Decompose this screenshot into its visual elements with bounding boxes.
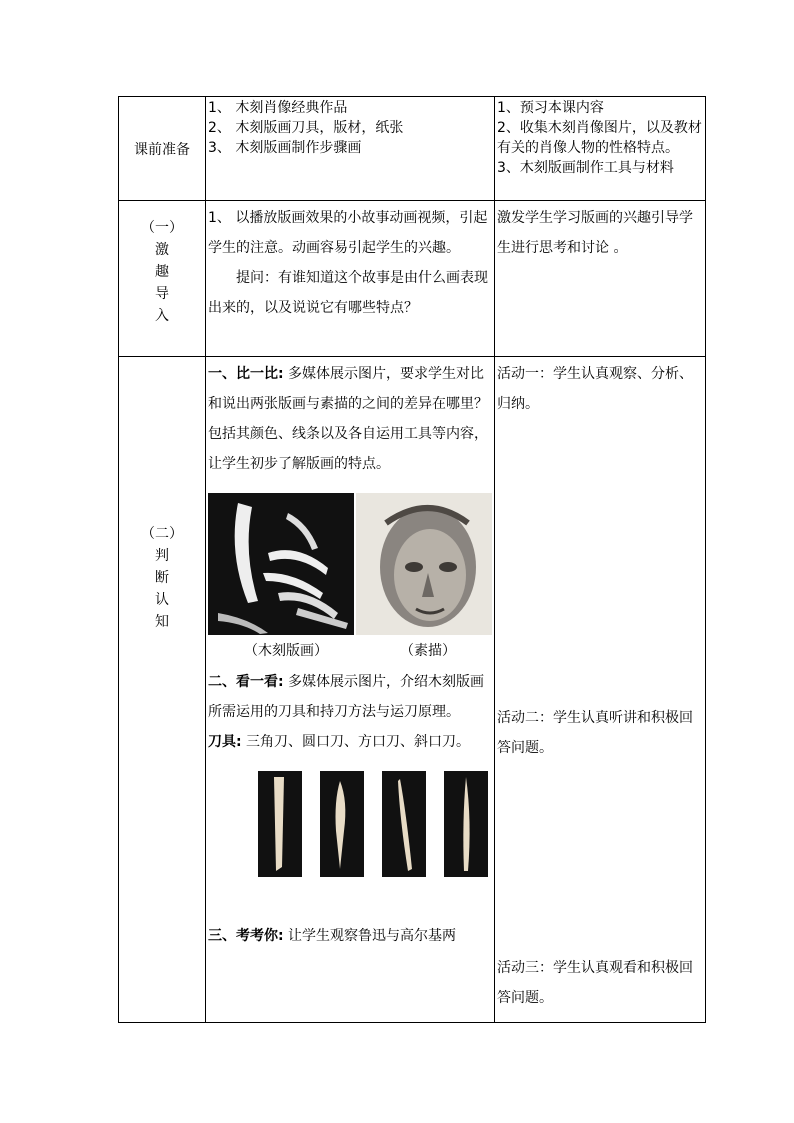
section2-row [119, 357, 706, 1023]
section2-teacher-cell [206, 357, 495, 1023]
section2-student-cell [495, 357, 706, 1023]
sketch-portrait-image [356, 493, 492, 635]
section1-student-cell: 激发学生学习版画的兴趣引导学生进行思考和讨论 。 [495, 201, 706, 357]
activity-1: 活动一：学生认真观察、分析、归纳。 [497, 366, 693, 412]
part3-paragraph: 三、考考你: 让学生观察鲁迅与高尔基两 [208, 928, 457, 944]
section1-teacher-cell [206, 201, 495, 357]
activity-3: 活动三：学生认真观看和积极回答问题。 [497, 960, 693, 1006]
prep-row [119, 97, 706, 201]
triangle-knife-image [258, 771, 302, 877]
comparison-images [208, 493, 492, 635]
section1-teacher-p1: 1、 以播放版画效果的小故事动画视频，引起学生的注意。动画容易引起学生的兴趣。 [208, 210, 488, 256]
section1-label: （一） 激 趣 导 入 [119, 201, 206, 357]
carving-tools-images [208, 771, 492, 877]
caption-woodcut: （木刻版画） [244, 643, 328, 659]
prep-teacher-item: 1、 木刻肖像经典作品 [208, 100, 348, 116]
section1-row [119, 201, 706, 357]
part1-paragraph: 一、比一比: 多媒体展示图片，要求学生对比和说出两张版画与素描的之间的差异在哪里？包括其颜色、线条以及各自运用工具等内容，让学生初步了解版画的特点。 [208, 366, 488, 472]
prep-student-cell [495, 97, 706, 201]
image-captions [208, 635, 492, 667]
part2-paragraph: 二、看一看: 多媒体展示图片，介绍木刻版画所需运用的刀具和持刀方法与运刀原理。 [208, 674, 485, 720]
prep-student-item: 1、预习本课内容 [497, 100, 604, 116]
section1-teacher-p2: 提问：有谁知道这个故事是由什么画表现出来的，以及说说它有哪些特点？ [208, 270, 488, 316]
activity-2: 活动二：学生认真听讲和积极回答问题。 [497, 710, 693, 756]
prep-label: 课前准备 [119, 97, 206, 201]
lesson-plan-table [118, 96, 706, 1023]
prep-teacher-cell [206, 97, 495, 201]
woodcut-portrait-image [208, 493, 354, 635]
square-knife-image [382, 771, 426, 877]
tools-paragraph: 刀具: 三角刀、圆口刀、方口刀、斜口刀。 [208, 734, 471, 750]
prep-student-item: 3、木刻版画制作工具与材料 [497, 160, 674, 176]
section2-label: （二） 判 断 认 知 [119, 357, 206, 1023]
prep-teacher-item: 2、 木刻版画刀具，版材，纸张 [208, 120, 404, 136]
prep-teacher-item: 3、 木刻版画制作步骤画 [208, 140, 362, 156]
round-knife-image [320, 771, 364, 877]
caption-sketch: （素描） [400, 643, 456, 659]
oblique-knife-image [444, 771, 488, 877]
prep-student-item: 2、收集木刻肖像图片，以及教材有关的肖像人物的性格特点。 [497, 120, 702, 156]
